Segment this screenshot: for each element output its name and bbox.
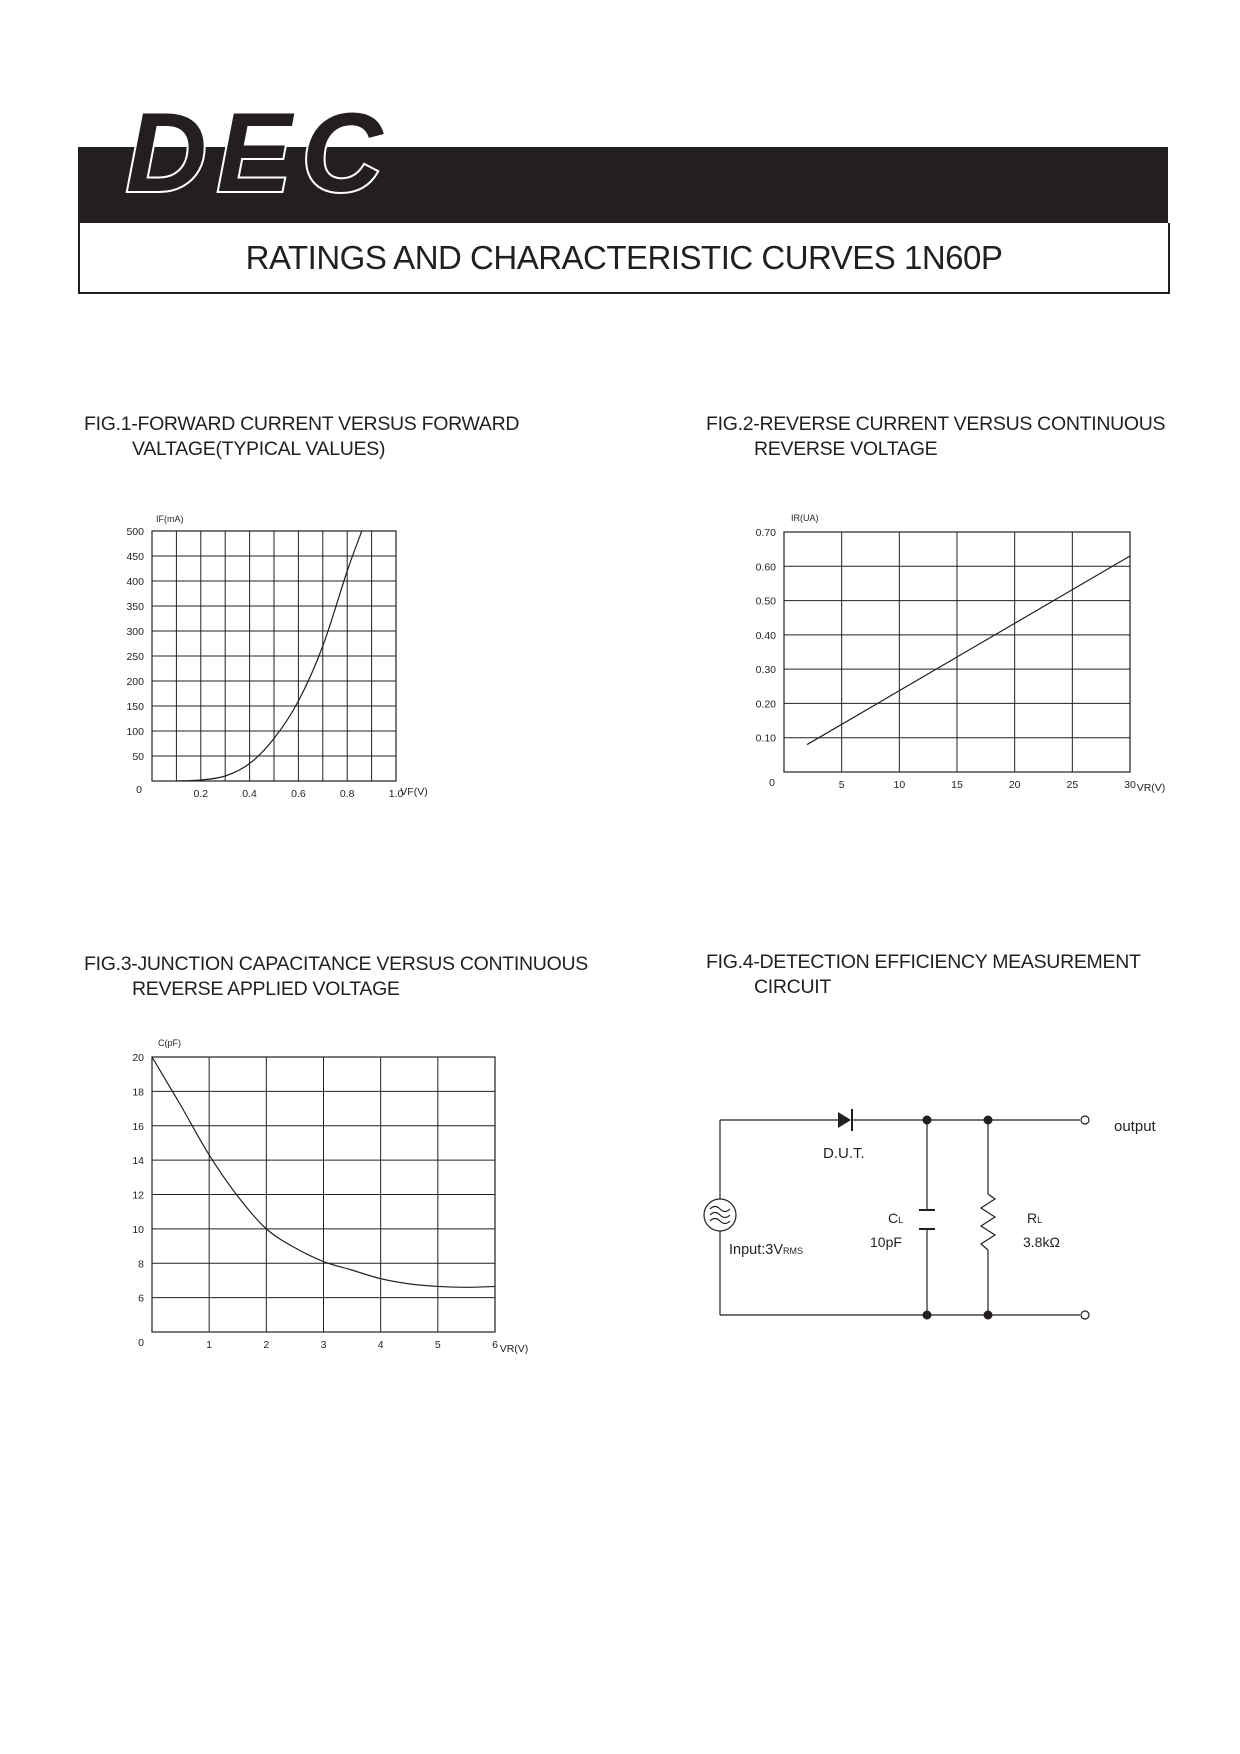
fig2-y-tick-label: 0.40 (755, 629, 776, 642)
fig2-x-tick-label: 5 (838, 779, 845, 791)
junction-dot (984, 1311, 993, 1320)
fig1-y-tick-label: 250 (126, 651, 144, 663)
fig1-y-tick-label: 50 (132, 751, 144, 763)
fig3-y-tick-label: 8 (138, 1258, 144, 1271)
cl-label: CL (888, 1210, 904, 1226)
fig2-origin-label: 0 (769, 777, 775, 789)
fig2-x-tick-label: 30 (1124, 779, 1136, 791)
fig2-title-line2: REVERSE VOLTAGE (754, 438, 938, 460)
fig2-x-tick-label: 15 (951, 779, 963, 791)
fig3-x-tick-label: 3 (320, 1339, 327, 1351)
junction-dot (923, 1311, 932, 1320)
rl-value: 3.8kΩ (1023, 1234, 1060, 1250)
fig1-y-tick-label: 300 (126, 626, 144, 638)
fig3-x-tick-label: 1 (206, 1339, 213, 1351)
output-terminal-top (1081, 1116, 1089, 1124)
diode-icon (838, 1112, 851, 1128)
fig1-title-line1: FIG.1-FORWARD CURRENT VERSUS FORWARD (84, 413, 520, 435)
fig1-title-line2: VALTAGE(TYPICAL VALUES) (132, 438, 386, 460)
fig2-y-tick-label: 0.70 (755, 527, 776, 539)
fig3-x-axis-label: VR(V) (499, 1343, 529, 1355)
fig1-origin-label: 0 (136, 784, 142, 796)
fig3-y-tick-label: 12 (132, 1189, 144, 1202)
page-title: RATINGS AND CHARACTERISTIC CURVES 1N60P (245, 238, 1003, 276)
fig2-x-tick-label: 10 (893, 779, 906, 791)
fig3-y-tick-label: 16 (132, 1120, 144, 1133)
fig2-y-tick-label: 0.60 (755, 561, 776, 574)
fig1-x-tick-label: 1.0 (388, 788, 404, 800)
dut-label: D.U.T. (823, 1145, 865, 1162)
fig1-x-tick-label: 0.2 (193, 788, 209, 800)
output-terminal-bottom (1081, 1311, 1089, 1319)
fig1-y-tick-label: 100 (126, 726, 144, 738)
fig3-x-tick-label: 5 (434, 1339, 441, 1351)
fig1-y-axis-label: IF(mA) (156, 514, 184, 524)
fig1-y-tick-label: 150 (126, 701, 144, 713)
fig3-x-tick-label: 2 (263, 1339, 270, 1351)
fig2-y-axis-label: IR(UA) (791, 513, 819, 523)
output-label: output (1114, 1118, 1156, 1135)
fig1-y-tick-label: 350 (126, 601, 144, 613)
fig3-y-axis-label: C(pF) (158, 1038, 181, 1048)
ac-wave-icon (710, 1207, 730, 1224)
fig1-x-tick-label: 0.6 (291, 788, 306, 800)
fig3-y-tick-label: 10 (132, 1223, 144, 1236)
fig2-x-tick-label: 25 (1066, 779, 1079, 791)
resistor-zigzag (981, 1194, 995, 1250)
fig2-y-tick-label: 0.10 (755, 732, 776, 745)
fig1-y-tick-label: 500 (126, 526, 144, 538)
fig3-title-line1: FIG.3-JUNCTION CAPACITANCE VERSUS CONTINUOUS (84, 953, 588, 975)
fig3-title-line2: REVERSE APPLIED VOLTAGE (132, 978, 400, 1000)
fig2-y-tick-label: 0.20 (755, 698, 776, 711)
fig3-x-tick-label: 6 (492, 1339, 498, 1351)
fig1-y-tick-label: 200 (126, 676, 144, 688)
fig3-y-tick-label: 18 (132, 1086, 144, 1099)
fig1-x-tick-label: 0.8 (339, 788, 355, 800)
fig1-y-tick-label: 400 (126, 576, 144, 588)
fig1-y-tick-label: 450 (126, 551, 144, 563)
fig3-x-tick-label: 4 (377, 1339, 384, 1351)
fig4-title-line1: FIG.4-DETECTION EFFICIENCY MEASUREMENT (706, 951, 1141, 973)
input-label: Input:3VRMS (729, 1242, 804, 1258)
fig2-x-axis-label: VR(V) (1136, 782, 1166, 794)
fig3-y-tick-label: 6 (138, 1292, 144, 1305)
fig3-origin-label: 0 (138, 1337, 144, 1349)
fig2-y-tick-label: 0.50 (755, 595, 776, 608)
fig3-y-tick-label: 20 (132, 1052, 144, 1064)
fig2-y-tick-label: 0.30 (755, 664, 776, 677)
junction-dot (923, 1116, 932, 1125)
fig1-x-axis-label: VF(V) (400, 786, 428, 798)
fig2-title-line1: FIG.2-REVERSE CURRENT VERSUS CONTINUOUS (706, 413, 1166, 435)
fig3-y-tick-label: 14 (132, 1155, 144, 1168)
rl-label: RL (1027, 1210, 1043, 1226)
fig1-x-tick-label: 0.4 (242, 788, 257, 800)
fig2-x-tick-label: 20 (1008, 779, 1021, 791)
cl-value: 10pF (870, 1234, 902, 1250)
logo-text: DEC (126, 95, 393, 205)
junction-dot (984, 1116, 993, 1125)
fig4-title-line2: CIRCUIT (754, 976, 831, 998)
